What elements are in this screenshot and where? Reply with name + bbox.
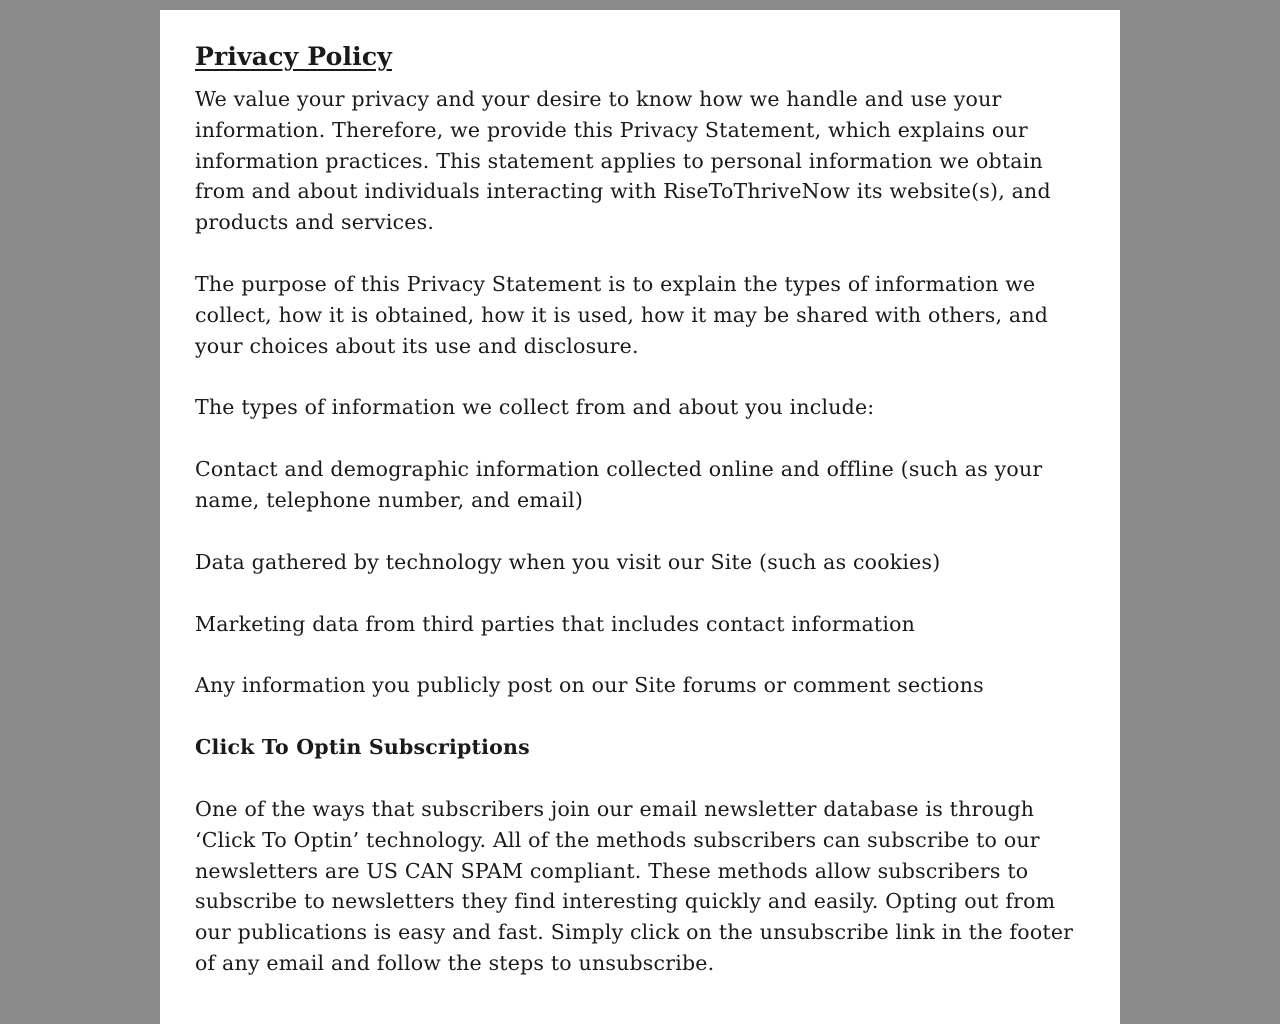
page-title: Privacy Policy (195, 42, 392, 71)
optin-paragraph: One of the ways that subscribers join our email newsletter database is through ‘Click To Optin’ technology. All of the methods subscribers can subscribe to our newsletters are US CAN SPAM compliant. These methods allow subscribers to subscribe to newsletters they find interesting quickly and easily. Opting out from our publications is easy and fast. Simply click on the unsubscribe link in the footer of any email and follow the steps to unsubscribe. (195, 796, 1074, 975)
info-type-public-posts: Any information you publicly post on our Site forums or comment sections (195, 673, 984, 698)
purpose-paragraph: The purpose of this Privacy Statement is to explain the types of information we collect, how it is obtained, how it is used, how it may be shared with others, and your choices about its use and disclosure. (195, 271, 1049, 358)
intro-paragraph: We value your privacy and your desire to know how we handle and use your information. Therefore, we provide this Privacy Statement, which explains our information practices. This statement applies to personal information we obtain from and about individuals interacting with RiseToThriveNow its website(s), and products and services. (195, 87, 1051, 235)
policy-content (195, 40, 1095, 1010)
info-type-marketing: Marketing data from third parties that includes contact information (195, 611, 916, 636)
privacy-policy-modal (160, 10, 1120, 1024)
types-intro-paragraph: The types of information we collect from and about you include: (195, 395, 875, 420)
optin-subheading: Click To Optin Subscriptions (195, 735, 530, 760)
info-type-technology: Data gathered by technology when you visit our Site (such as cookies) (195, 549, 941, 574)
info-type-contact: Contact and demographic information collected online and offline (such as your name, telephone number, and email) (195, 457, 1043, 512)
